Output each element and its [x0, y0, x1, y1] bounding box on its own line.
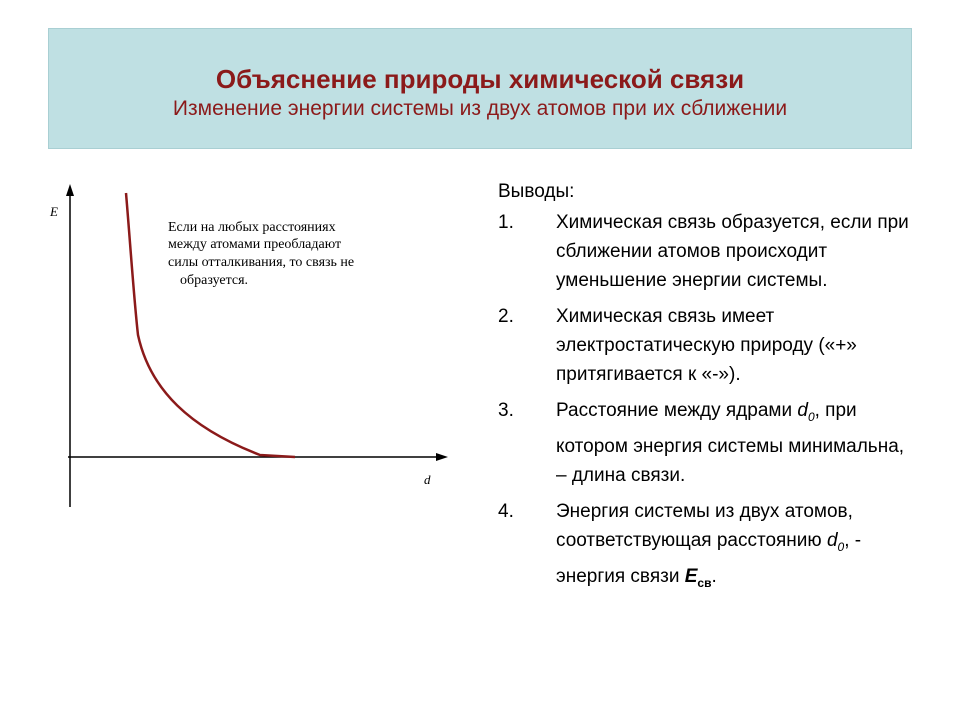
y-axis-label: E [50, 204, 58, 219]
d0-symbol: d [797, 400, 808, 421]
x-axis-label: d [424, 472, 431, 487]
y-axis-arrow [66, 184, 74, 196]
item-text: Химическая связь имеет электростатическую природу («+» притягивается к «-»). [556, 306, 857, 385]
list-item [498, 302, 918, 389]
item-text: Энергия системы из двух атомов, соответствующая расстоянию $d_0$, - энергия связи $E_{св}$. [556, 500, 862, 590]
item-text: Химическая связь образуется, если при сближении атомов происходит уменьшение энергии системы. [556, 212, 909, 291]
graph-note-line-2: между атомами преобладают [168, 237, 342, 252]
conclusions-list [498, 177, 918, 604]
item-number: 2. [498, 306, 514, 327]
slide-title: Объяснение природы химической связи [215, 64, 745, 94]
list-item [498, 208, 918, 295]
graph-note-line-4: образуется. [180, 273, 249, 288]
conclusions-heading: Выводы: [498, 181, 575, 202]
item-number: 3. [498, 400, 514, 421]
bond-energy-symbol: E [684, 565, 698, 587]
graph-note-line-1: Если на любых расстояниях [168, 220, 336, 235]
graph-note-line-3: силы отталкивания, то связь не [168, 255, 355, 270]
title-banner [48, 28, 912, 149]
slide-subtitle: Изменение энергии системы из двух атомов при их сближении [172, 97, 788, 120]
list-item [498, 497, 918, 598]
item-text: Расстояние между ядрами $d_0$, при котором энергия системы минимальна, – длина связи. [556, 400, 905, 486]
energy-graph [40, 180, 460, 520]
d0-symbol: d [826, 529, 838, 551]
list-item [498, 396, 918, 490]
x-axis-arrow [436, 453, 448, 461]
item-number: 4. [498, 500, 514, 522]
item-number: 1. [498, 212, 514, 233]
